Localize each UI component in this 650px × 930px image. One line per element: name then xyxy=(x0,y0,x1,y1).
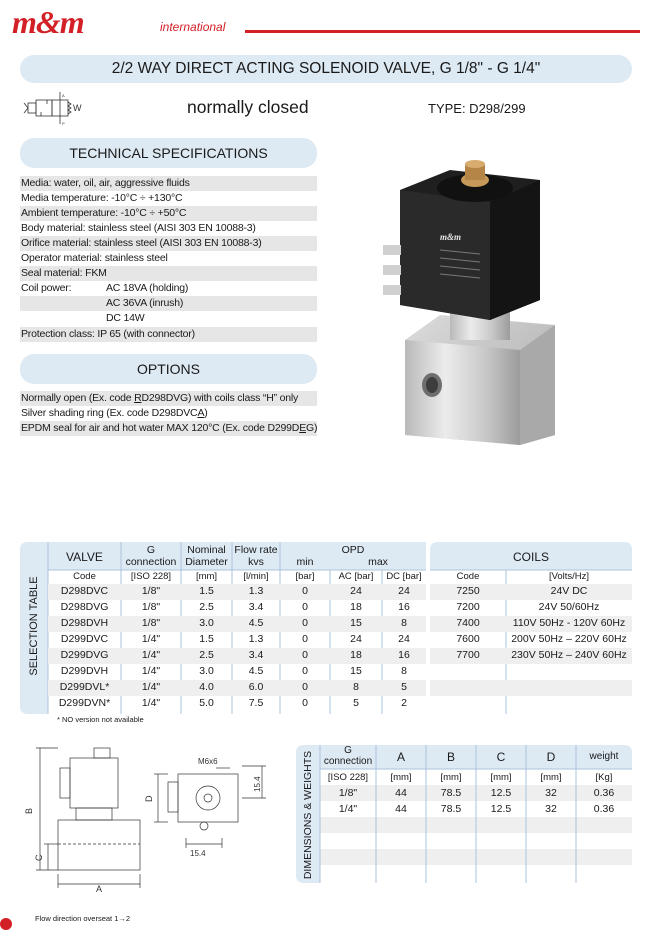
option-row xyxy=(20,391,317,406)
selection-cell-ac: 15 xyxy=(350,665,362,677)
unit-mm: [mm] xyxy=(195,571,218,582)
selection-cell-d: 4.0 xyxy=(199,681,214,693)
col-header-min: min xyxy=(296,556,314,568)
selection-cell-min: 0 xyxy=(302,617,308,629)
dims-header-d: D xyxy=(546,750,556,764)
photo-brand-label: m&m xyxy=(440,232,462,242)
svg-text:A: A xyxy=(62,93,65,98)
unit-volts: [Volts/Hz] xyxy=(548,571,590,582)
selection-cell-g: 1/8" xyxy=(141,585,161,597)
selection-cell-ac: 24 xyxy=(350,633,362,645)
selection-cell-dc: 8 xyxy=(401,665,407,677)
selection-cell-d: 2.5 xyxy=(199,649,214,661)
selection-cell-kvs: 4.5 xyxy=(248,665,264,677)
dims-table xyxy=(296,745,632,883)
svg-text:P: P xyxy=(62,121,65,126)
coil-cell-v: 200V 50Hz – 220V 60Hz xyxy=(511,633,627,645)
option-text: D298DVG) with coils class “H” only xyxy=(141,392,299,404)
coil-cell-v: 24V DC xyxy=(550,585,588,597)
selection-cell-code: D299DVC xyxy=(60,633,109,645)
spec-row: Operator material: stainless steel xyxy=(21,252,168,264)
col-header-kvs: kvs xyxy=(248,556,264,568)
selection-cell-g: 1/8" xyxy=(141,601,161,613)
spec-row: Ambient temperature: -10°C ÷ +50°C xyxy=(20,206,317,221)
dim-label-154-bottom: 15.4 xyxy=(190,849,206,858)
valve-symbol-icon xyxy=(22,90,87,128)
selection-cell-min: 0 xyxy=(302,585,308,597)
selection-cell-kvs: 4.5 xyxy=(248,617,264,629)
selection-cell-kvs: 7.5 xyxy=(248,697,264,709)
dims-cell-g: 1/4" xyxy=(338,803,358,815)
dims-table-side-label: DIMENSIONS & WEIGHTS xyxy=(302,750,314,880)
selection-cell-dc: 8 xyxy=(401,617,407,629)
option-code-letter: R xyxy=(134,392,142,404)
dims-cell-w: 0.36 xyxy=(593,787,615,799)
dims-unit-b: [mm] xyxy=(440,772,462,783)
selection-cell-ac: 24 xyxy=(350,585,362,597)
dims-cell-a: 44 xyxy=(395,787,407,799)
table-footnote: * NO version not available xyxy=(57,715,144,724)
selection-cell-code: D298DVH xyxy=(60,617,109,629)
option-code-letter: E xyxy=(299,422,306,434)
selection-cell-code: D298DVC xyxy=(60,585,109,597)
unit-dcbar: DC [bar] xyxy=(386,571,422,582)
coil-cell-code: 7600 xyxy=(456,633,480,645)
selection-cell-kvs: 1.3 xyxy=(248,633,264,645)
dims-cell-a: 44 xyxy=(395,803,407,815)
selection-cell-code: D299DVL* xyxy=(59,681,110,693)
dims-cell-w: 0.36 xyxy=(593,803,615,815)
dims-cell-b: 78.5 xyxy=(440,803,462,815)
valve-state-label: normally closed xyxy=(187,97,309,117)
unit-iso: [ISO 228] xyxy=(130,571,172,582)
selection-cell-kvs: 3.4 xyxy=(248,601,264,613)
dims-header-weight: weight xyxy=(589,751,619,762)
options-heading: OPTIONS xyxy=(20,354,317,384)
coil-value: AC 36VA (inrush) xyxy=(106,297,184,309)
selection-cell-code: D298DVG xyxy=(60,601,109,613)
brand-subtitle: international xyxy=(160,20,226,34)
spec-row: Media: water, oil, air, aggressive fluids xyxy=(20,176,317,191)
selection-cell-dc: 16 xyxy=(398,601,410,613)
spec-row: Protection class: IP 65 (with connector) xyxy=(20,327,317,342)
selection-cell-g: 1/4" xyxy=(141,649,161,661)
dim-label-154-right: 15.4 xyxy=(253,776,262,792)
coil-cell-code: 7700 xyxy=(456,649,480,661)
unit-code: Code xyxy=(73,571,96,582)
type-label: TYPE: D298/299 xyxy=(428,101,526,116)
col-header-opd: OPD xyxy=(341,544,365,556)
spec-row: Media temperature: -10°C ÷ +130°C xyxy=(21,192,183,204)
coil-value: AC 18VA (holding) xyxy=(106,282,189,294)
col-header-connection: connection xyxy=(125,556,177,568)
unit-coil-code: Code xyxy=(456,571,480,582)
dims-cell-c: 12.5 xyxy=(490,787,512,799)
selection-cell-ac: 5 xyxy=(353,697,359,709)
dims-cell-d: 32 xyxy=(545,803,557,815)
coil-row xyxy=(20,296,317,311)
dims-unit-iso: [ISO 228] xyxy=(327,772,369,783)
col-header-flow: Flow rate xyxy=(234,544,278,556)
coil-row xyxy=(20,281,317,296)
selection-cell-ac: 8 xyxy=(353,681,359,693)
dims-header-c: C xyxy=(496,750,506,764)
selection-cell-dc: 24 xyxy=(398,585,410,597)
dim-label-m6: M6x6 xyxy=(198,757,218,766)
svg-text:W: W xyxy=(73,103,82,113)
selection-cell-d: 5.0 xyxy=(199,697,214,709)
unit-bar: [bar] xyxy=(295,571,315,582)
dims-unit-weight: [Kg] xyxy=(595,772,613,783)
coil-cell-v: 24V 50/60Hz xyxy=(538,601,600,613)
coil-cell-code: 7200 xyxy=(456,601,480,613)
selection-cell-code: D299DVH xyxy=(60,665,109,677)
dims-cell-b: 78.5 xyxy=(440,787,462,799)
selection-cell-g: 1/4" xyxy=(141,665,161,677)
option-text: G) xyxy=(306,422,318,434)
coil-value: DC 14W xyxy=(106,312,145,324)
footer-dot-icon xyxy=(0,918,12,930)
dim-label-a: A xyxy=(96,884,103,894)
dims-unit-a: [mm] xyxy=(390,772,412,783)
dims-header-connection: connection xyxy=(323,756,373,767)
option-text: Silver shading ring (Ex. code D298DVC xyxy=(21,407,198,419)
selection-cell-ac: 18 xyxy=(350,601,362,613)
selection-cell-ac: 15 xyxy=(350,617,362,629)
col-header-nominal: Nominal xyxy=(187,544,226,556)
selection-cell-d: 3.0 xyxy=(199,665,214,677)
dims-header-b: B xyxy=(446,750,455,764)
selection-table xyxy=(20,542,632,714)
col-header-diameter: Diameter xyxy=(185,556,228,568)
selection-cell-min: 0 xyxy=(302,601,308,613)
coil-cell-code: 7400 xyxy=(456,617,480,629)
selection-cell-d: 2.5 xyxy=(199,601,214,613)
page-title: 2/2 WAY DIRECT ACTING SOLENOID VALVE, G 1/8" - G 1/4" xyxy=(20,55,632,83)
spec-row: Seal material: FKM xyxy=(20,266,317,281)
coil-cell-v: 110V 50Hz - 120V 60Hz xyxy=(512,617,626,629)
coil-row xyxy=(20,311,317,326)
col-header-max: max xyxy=(368,556,388,568)
selection-cell-dc: 16 xyxy=(398,649,410,661)
selection-cell-dc: 2 xyxy=(401,697,407,709)
dims-header-a: A xyxy=(396,750,405,764)
selection-cell-dc: 5 xyxy=(401,681,407,693)
dim-label-c: C xyxy=(34,854,44,861)
selection-cell-min: 0 xyxy=(302,665,308,677)
selection-cell-g: 1/4" xyxy=(141,697,161,709)
selection-cell-g: 1/4" xyxy=(141,633,161,645)
tech-spec-heading: TECHNICAL SPECIFICATIONS xyxy=(20,138,317,168)
selection-cell-d: 1.5 xyxy=(199,585,214,597)
selection-cell-d: 1.5 xyxy=(199,633,214,645)
dimension-drawing xyxy=(18,744,278,894)
header-rule xyxy=(245,30,640,33)
selection-cell-code: D299DVG xyxy=(60,649,109,661)
selection-cell-g: 1/8" xyxy=(141,617,161,629)
selection-cell-min: 0 xyxy=(302,649,308,661)
selection-cell-g: 1/4" xyxy=(141,681,161,693)
col-header-coils: COILS xyxy=(512,550,549,564)
coil-label: Coil power: xyxy=(21,282,72,294)
selection-cell-min: 0 xyxy=(302,681,308,693)
col-header-g: G xyxy=(146,544,156,556)
selection-cell-min: 0 xyxy=(302,633,308,645)
spec-row: Orifice material: stainless steel (AISI 303 EN 10088-3) xyxy=(20,236,317,251)
option-code-letter: A xyxy=(197,407,205,419)
option-row xyxy=(20,421,317,436)
selection-cell-kvs: 1.3 xyxy=(248,585,264,597)
coil-cell-v: 230V 50Hz – 240V 60Hz xyxy=(511,649,627,661)
dims-unit-d: [mm] xyxy=(540,772,562,783)
flow-direction-note: Flow direction overseat 1→2 xyxy=(35,914,131,923)
dims-unit-c: [mm] xyxy=(490,772,512,783)
valve-photo xyxy=(380,150,580,450)
selection-cell-kvs: 6.0 xyxy=(248,681,264,693)
coil-cell-code: 7250 xyxy=(456,585,480,597)
selection-cell-code: D299DVN* xyxy=(58,697,111,709)
selection-cell-d: 3.0 xyxy=(199,617,214,629)
unit-acbar: AC [bar] xyxy=(338,571,374,582)
selection-cell-min: 0 xyxy=(302,697,308,709)
dims-cell-g: 1/8" xyxy=(338,787,358,799)
dims-cell-d: 32 xyxy=(545,787,557,799)
col-header-valve: VALVE xyxy=(66,550,103,564)
dim-label-b: B xyxy=(24,807,34,814)
selection-cell-dc: 24 xyxy=(398,633,410,645)
option-row xyxy=(20,406,317,421)
dim-label-d: D xyxy=(144,795,154,802)
dims-cell-c: 12.5 xyxy=(490,803,512,815)
option-text: ) xyxy=(204,407,208,419)
option-text: Normally open (Ex. code xyxy=(21,392,135,404)
brand-logo: m&m xyxy=(12,4,84,40)
unit-lmin: [l/min] xyxy=(243,571,269,582)
spec-row: Body material: stainless steel (AISI 303 EN 10088-3) xyxy=(21,222,256,234)
selection-cell-ac: 18 xyxy=(350,649,362,661)
selection-table-side-label: SELECTION TABLE xyxy=(28,576,40,676)
selection-cell-kvs: 3.4 xyxy=(248,649,264,661)
option-text: EPDM seal for air and hot water MAX 120°C (Ex. code D299D xyxy=(21,422,300,434)
dims-header-g: G xyxy=(344,745,352,756)
